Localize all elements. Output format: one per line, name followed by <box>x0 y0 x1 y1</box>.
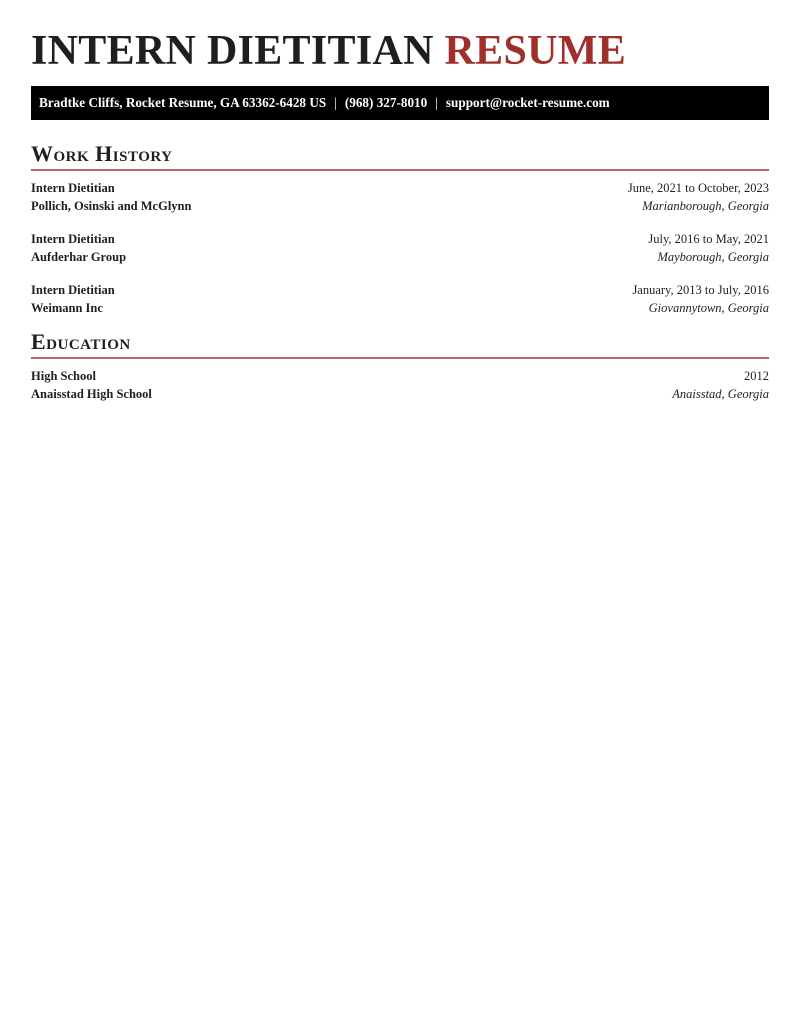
resume-page <box>31 0 769 418</box>
school-name: Anaisstad High School <box>31 387 152 401</box>
education-entry <box>31 367 769 403</box>
contact-email: support@rocket-resume.com <box>445 95 610 110</box>
work-entry <box>31 179 769 215</box>
contact-separator: | <box>334 95 337 110</box>
resume-title <box>31 0 769 74</box>
job-title: Intern Dietitian <box>31 232 115 246</box>
job-title: Intern Dietitian <box>31 181 115 195</box>
job-dates: January, 2013 to July, 2016 <box>632 283 769 297</box>
work-history-heading: Work History <box>31 141 173 166</box>
contact-address: Bradtke Cliffs, Rocket Resume, GA 63362-6428 US <box>39 95 327 110</box>
employer-name: Pollich, Osinski and McGlynn <box>31 199 192 213</box>
job-title: Intern Dietitian <box>31 283 115 297</box>
section-divider <box>31 169 769 171</box>
employer-name: Weimann Inc <box>31 301 103 315</box>
work-entry <box>31 230 769 266</box>
job-dates: July, 2016 to May, 2021 <box>648 232 769 246</box>
job-location: Marianborough, Georgia <box>642 199 769 213</box>
contact-phone: (968) 327-8010 <box>344 95 428 110</box>
job-dates: June, 2021 to October, 2023 <box>627 181 769 195</box>
degree-name: High School <box>31 369 96 383</box>
section-divider <box>31 357 769 359</box>
title-accent: RESUME <box>444 28 627 74</box>
school-location: Anaisstad, Georgia <box>672 387 769 401</box>
education-heading: Education <box>31 329 131 354</box>
contact-separator: | <box>435 95 438 110</box>
graduation-year: 2012 <box>744 369 769 383</box>
job-location: Giovannytown, Georgia <box>648 301 769 315</box>
contact-bar <box>31 86 769 120</box>
work-entry <box>31 281 769 317</box>
employer-name: Aufderhar Group <box>31 250 127 264</box>
title-main: INTERN DIETITIAN <box>31 28 434 74</box>
job-location: Mayborough, Georgia <box>657 250 769 264</box>
